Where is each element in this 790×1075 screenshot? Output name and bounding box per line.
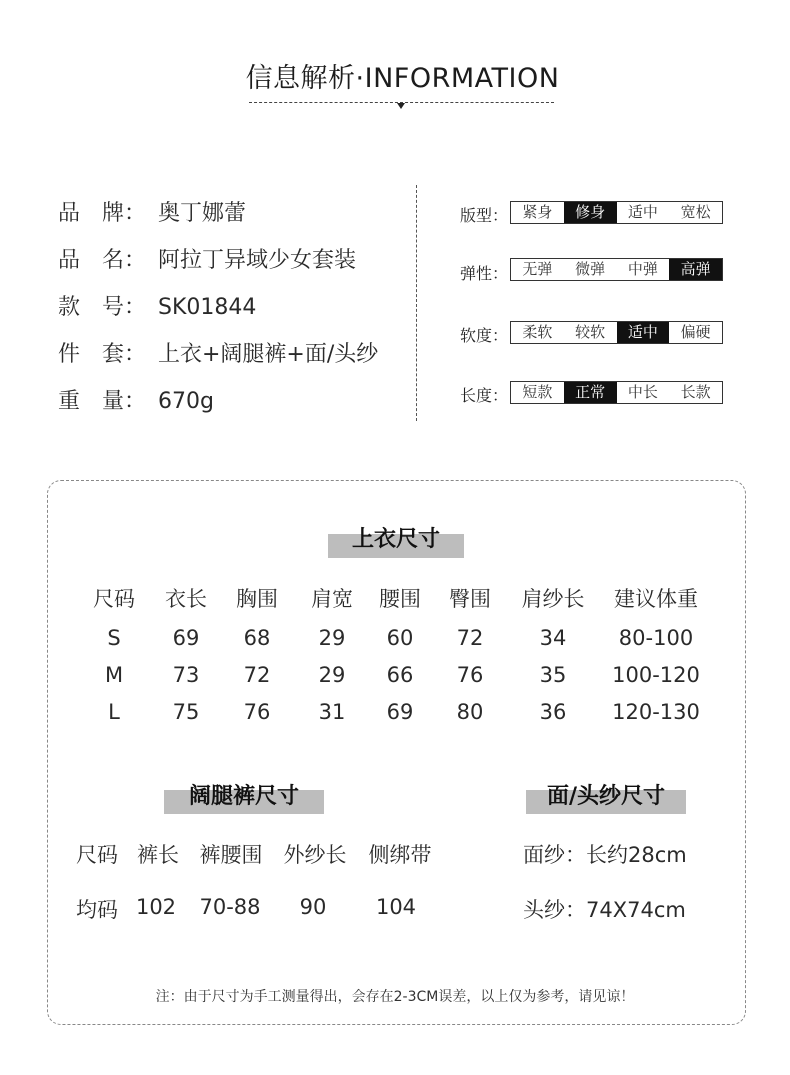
info-label: 重 量： bbox=[58, 389, 147, 414]
top-header-bust: 胸围 bbox=[236, 587, 278, 611]
attr-option: 柔软 bbox=[522, 323, 553, 341]
info-pieces bbox=[58, 337, 378, 368]
veil-face-value: 长约28cm bbox=[586, 843, 687, 867]
attr-label-elasticity: 弹性： bbox=[460, 264, 509, 283]
top-cell-size: L bbox=[108, 700, 120, 724]
attr-option: 宽松 bbox=[680, 203, 711, 221]
info-label: 品 牌： bbox=[58, 201, 147, 226]
attr-option: 中长 bbox=[627, 383, 658, 401]
top-cell-size: M bbox=[104, 663, 124, 687]
veil-face-label: 面纱： bbox=[523, 843, 586, 867]
top-header-shoulder-veil: 肩纱长 bbox=[521, 587, 585, 611]
info-label: 件 套： bbox=[58, 342, 147, 367]
top-cell-shoulder-veil: 36 bbox=[539, 700, 567, 724]
attr-option-selected: 高弹 bbox=[669, 259, 722, 280]
top-header-shoulder: 肩宽 bbox=[311, 587, 353, 611]
top-cell-weight: 100-120 bbox=[612, 663, 700, 687]
pants-header-length: 裤长 bbox=[137, 843, 179, 867]
top-cell-hip: 80 bbox=[456, 700, 484, 724]
attr-label-fit: 版型： bbox=[460, 206, 509, 225]
pants-header-side-tie: 侧绑带 bbox=[368, 843, 432, 867]
attr-label-softness: 软度： bbox=[460, 326, 509, 345]
top-cell-bust: 72 bbox=[243, 663, 271, 687]
top-header-size: 尺码 bbox=[93, 587, 135, 611]
attr-scale-length bbox=[510, 381, 723, 404]
veil-head-value: 74X74cm bbox=[586, 898, 686, 922]
attr-option-selected: 正常 bbox=[564, 382, 617, 403]
veil-head-label: 头纱： bbox=[523, 898, 586, 922]
top-cell-shoulder-veil: 34 bbox=[539, 626, 567, 650]
pants-header-outer-length: 外纱长 bbox=[283, 843, 347, 867]
pants-cell-side-tie: 104 bbox=[375, 895, 417, 919]
vertical-divider bbox=[416, 185, 417, 421]
attr-option: 长款 bbox=[680, 383, 711, 401]
info-value: 上衣+阔腿裤+面/头纱 bbox=[158, 342, 379, 367]
page-title: 信息解析·INFORMATION bbox=[245, 63, 560, 94]
pants-cell-size: 均码 bbox=[76, 898, 118, 922]
pants-cell-length: 102 bbox=[135, 895, 177, 919]
top-cell-bust: 76 bbox=[243, 700, 271, 724]
top-cell-shoulder: 29 bbox=[318, 663, 346, 687]
top-cell-hip: 76 bbox=[456, 663, 484, 687]
attr-option-selected: 适中 bbox=[617, 322, 670, 343]
size-panel bbox=[47, 480, 746, 1025]
info-name bbox=[58, 243, 356, 274]
attr-option: 微弹 bbox=[575, 260, 606, 278]
info-label: 品 名： bbox=[58, 248, 147, 273]
top-cell-waist: 60 bbox=[386, 626, 414, 650]
top-cell-size: S bbox=[107, 626, 121, 650]
top-cell-shoulder-veil: 35 bbox=[539, 663, 567, 687]
top-cell-bust: 68 bbox=[243, 626, 271, 650]
veil-head-row bbox=[523, 894, 686, 924]
info-brand bbox=[58, 196, 246, 227]
top-cell-length: 75 bbox=[172, 700, 200, 724]
measurement-note: 注：由于尺寸为手工测量得出，会存在2-3CM误差，以上仅为参考，请见谅！ bbox=[155, 989, 635, 1005]
pants-cell-waist: 70-88 bbox=[199, 895, 261, 919]
attr-option: 短款 bbox=[522, 383, 553, 401]
top-cell-weight: 120-130 bbox=[612, 700, 700, 724]
attr-scale-elasticity bbox=[510, 258, 723, 281]
veil-face-row bbox=[523, 839, 687, 869]
attr-option: 偏硬 bbox=[680, 323, 711, 341]
attr-option: 较软 bbox=[575, 323, 606, 341]
pants-header-waist: 裤腰围 bbox=[199, 843, 263, 867]
top-cell-length: 73 bbox=[172, 663, 200, 687]
pants-header-size: 尺码 bbox=[76, 843, 118, 867]
top-header-weight: 建议体重 bbox=[614, 587, 698, 611]
top-cell-length: 69 bbox=[172, 626, 200, 650]
attr-scale-softness bbox=[510, 321, 723, 344]
top-cell-shoulder: 31 bbox=[318, 700, 346, 724]
top-cell-weight: 80-100 bbox=[618, 626, 694, 650]
info-label: 款 号： bbox=[58, 295, 147, 320]
veil-size-title: 面/头纱尺寸 bbox=[546, 783, 666, 809]
attr-option: 无弹 bbox=[522, 260, 553, 278]
attr-option-selected: 修身 bbox=[564, 202, 617, 223]
info-style-no bbox=[58, 290, 256, 321]
top-header-hip: 臀围 bbox=[449, 587, 491, 611]
top-size-title: 上衣尺寸 bbox=[351, 526, 440, 552]
attr-label-length: 长度： bbox=[460, 386, 509, 405]
divider-arrow-icon bbox=[397, 103, 405, 109]
attr-option: 紧身 bbox=[522, 203, 553, 221]
top-cell-waist: 69 bbox=[386, 700, 414, 724]
attr-option: 适中 bbox=[627, 203, 658, 221]
top-cell-hip: 72 bbox=[456, 626, 484, 650]
info-value: 奥丁娜蕾 bbox=[158, 201, 247, 226]
pants-size-title: 阔腿裤尺寸 bbox=[188, 783, 299, 809]
info-value: 670g bbox=[158, 389, 214, 414]
info-weight bbox=[58, 384, 214, 415]
top-cell-shoulder: 29 bbox=[318, 626, 346, 650]
top-cell-waist: 66 bbox=[386, 663, 414, 687]
info-value: SK01844 bbox=[158, 295, 257, 320]
top-header-length: 衣长 bbox=[165, 587, 207, 611]
top-header-waist: 腰围 bbox=[379, 587, 421, 611]
attr-option: 中弹 bbox=[627, 260, 658, 278]
info-value: 阿拉丁异域少女套装 bbox=[158, 248, 357, 273]
pants-cell-outer-length: 90 bbox=[299, 895, 327, 919]
attr-scale-fit bbox=[510, 201, 723, 224]
